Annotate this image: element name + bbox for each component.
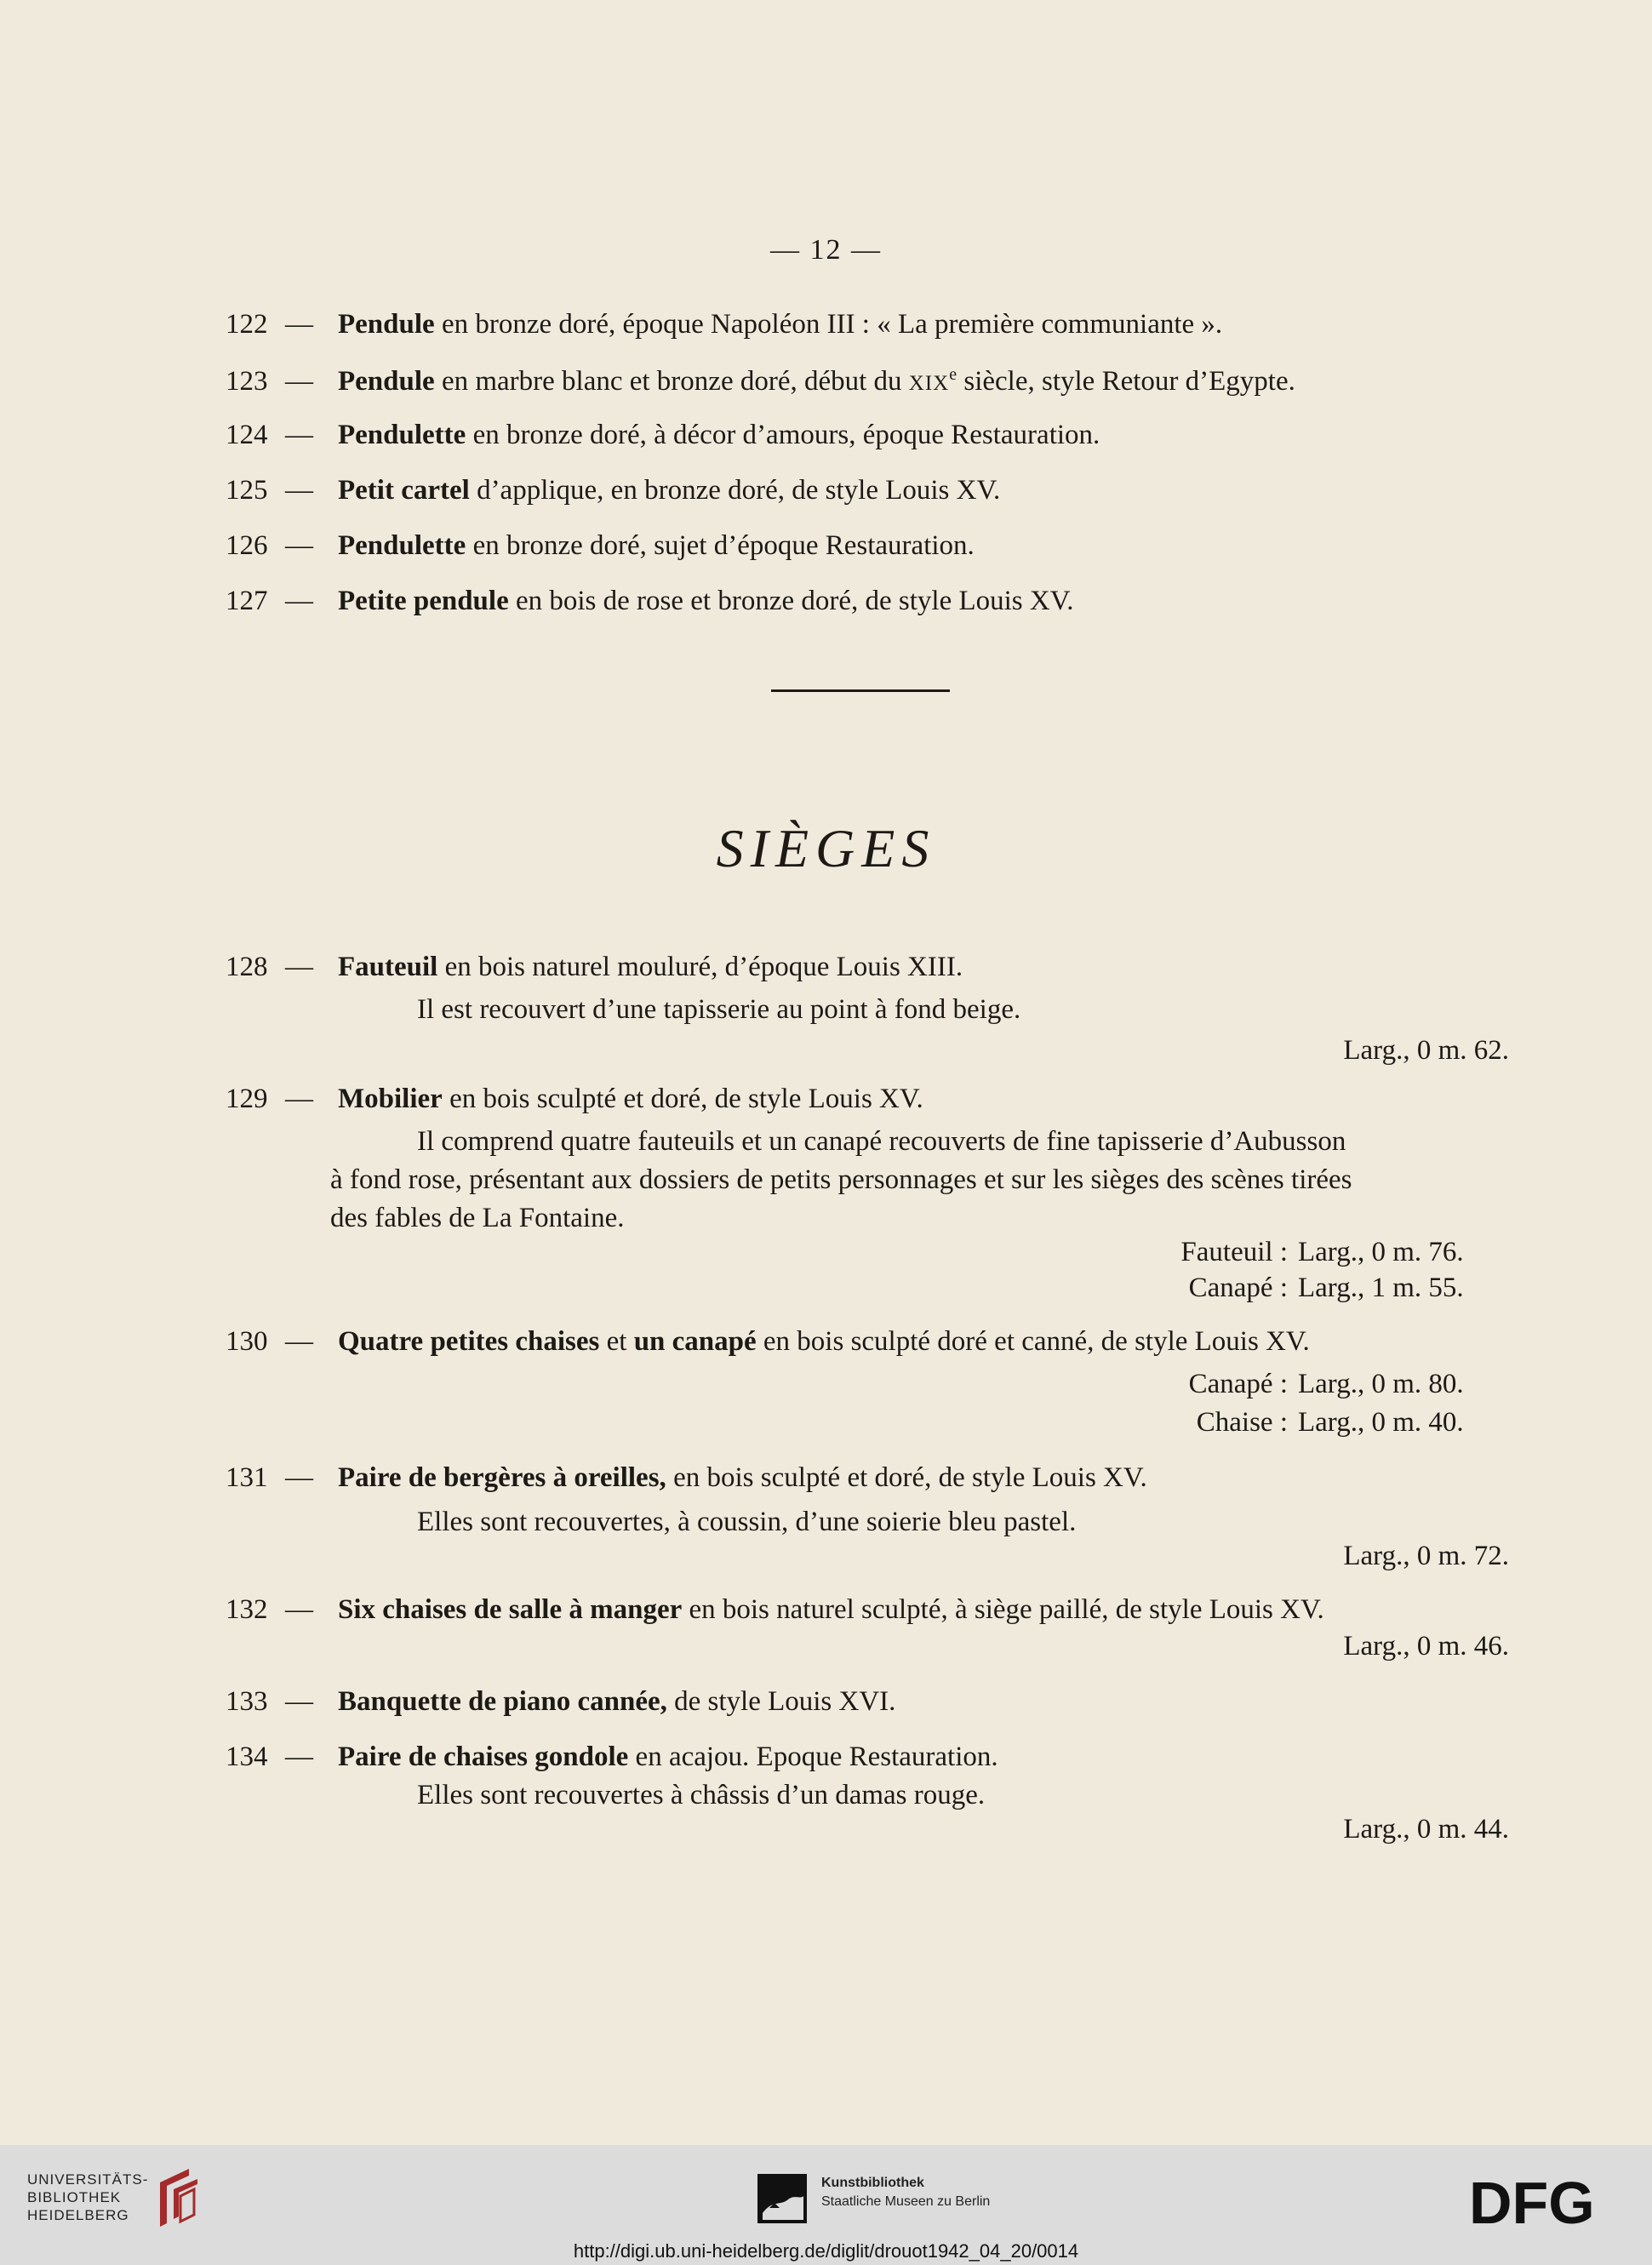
list-item: [226, 1328, 1310, 1356]
section-title: SIÈGES: [716, 818, 936, 878]
dimension-label: Chaise :: [1196, 1407, 1288, 1438]
entry-text-sup: e: [949, 365, 957, 384]
entry-text: en bois sculpté doré et canné, de style Louis XV.: [756, 1326, 1310, 1357]
entry-title: Pendulette: [338, 420, 466, 450]
entry-dash: —: [285, 420, 313, 450]
entry-dash: —: [285, 586, 313, 616]
entry-dash: —: [285, 1462, 313, 1493]
kb-label-line: Kunstbibliothek: [821, 2176, 924, 2190]
dimension-value: Larg., 0 m. 80.: [1298, 1369, 1464, 1399]
uni-heidelberg-logo-icon[interactable]: [155, 2165, 203, 2230]
list-item: [226, 1596, 1324, 1624]
entry-description: Il est recouvert d’une tapisserie au point à fond beige.: [417, 994, 1021, 1025]
list-item: [226, 953, 963, 981]
entry-number: 123: [226, 366, 268, 397]
list-item: [226, 421, 1100, 449]
footer-bar: [0, 2145, 1652, 2265]
list-item: [226, 1743, 998, 1771]
section-divider: [771, 689, 950, 692]
entry-number: 131: [226, 1462, 268, 1493]
entry-title: Quatre petites chaises: [338, 1326, 600, 1357]
entry-text: en bois naturel sculpté, à siège paillé, de style Louis XV.: [682, 1594, 1324, 1625]
entry-dimensions: [1180, 1238, 1509, 1267]
entry-text: en bois de rose et bronze doré, de style Louis XV.: [508, 586, 1074, 616]
entry-number: 125: [226, 475, 268, 506]
entry-text: siècle, style Retour d’Egypte.: [957, 366, 1295, 397]
entry-dimensions: Larg., 0 m. 46.: [1343, 1631, 1509, 1662]
entry-number: 122: [226, 309, 268, 340]
entry-dash: —: [285, 1326, 313, 1357]
entry-title: Six chaises de salle à manger: [338, 1594, 683, 1625]
uni-heidelberg-label[interactable]: [27, 2171, 148, 2224]
entry-dash: —: [285, 1594, 313, 1625]
entry-text: en bois sculpté et doré, de style Louis XV.: [666, 1462, 1147, 1493]
entry-number: 134: [226, 1742, 268, 1772]
entry-number: 126: [226, 530, 268, 561]
entry-title: Paire de bergères à oreilles,: [338, 1462, 666, 1493]
dimension-value: Larg., 0 m. 76.: [1298, 1237, 1464, 1267]
entry-dimensions: Larg., 0 m. 62.: [1343, 1035, 1509, 1066]
entry-number: 129: [226, 1084, 268, 1114]
entry-description: des fables de La Fontaine.: [330, 1203, 625, 1233]
list-item: [226, 587, 1074, 615]
entry-title: Banquette de piano cannée,: [338, 1686, 667, 1717]
entry-text: d’applique, en bronze doré, de style Louis XV.: [469, 475, 1001, 506]
entry-title: Mobilier: [338, 1084, 443, 1114]
kb-label-line: Staatliche Museen zu Berlin: [821, 2194, 991, 2209]
entry-title: Petite pendule: [338, 586, 509, 616]
entry-text: en bois sculpté et doré, de style Louis XV.: [442, 1084, 923, 1114]
entry-title: Fauteuil: [338, 952, 438, 982]
dimension-label: Canapé :: [1188, 1369, 1288, 1399]
entry-title: Pendule: [338, 366, 435, 397]
entry-text: en bois naturel mouluré, d’époque Louis XIII.: [437, 952, 963, 982]
kunstbibliothek-label[interactable]: [821, 2174, 990, 2211]
entry-description: Il comprend quatre fauteuils et un canapé recouverts de fine tapisserie d’Aubusson: [417, 1126, 1346, 1157]
entry-number: 130: [226, 1326, 268, 1357]
entry-dash: —: [285, 309, 313, 340]
entry-number: 124: [226, 420, 268, 450]
entry-text: en bronze doré, à décor d’amours, époque Restauration.: [466, 420, 1100, 450]
entry-text: en marbre blanc et bronze doré, début du: [434, 366, 909, 397]
entry-title: Pendule: [338, 309, 435, 340]
entry-title: Paire de chaises gondole: [338, 1742, 629, 1772]
entry-text: et: [599, 1326, 634, 1357]
entry-text: en bronze doré, sujet d’époque Restauration.: [466, 530, 975, 561]
entry-description: Elles sont recouvertes à châssis d’un damas rouge.: [417, 1780, 986, 1810]
dimension-value: Larg., 1 m. 55.: [1298, 1273, 1464, 1303]
entry-dash: —: [285, 1686, 313, 1717]
entry-number: 132: [226, 1594, 268, 1625]
entry-title: Pendulette: [338, 530, 466, 561]
dfg-logo-text: DFG: [1469, 2174, 1595, 2230]
entry-number: 128: [226, 952, 268, 982]
entry-text: en acajou. Epoque Restauration.: [628, 1742, 998, 1772]
entry-description: Elles sont recouvertes, à coussin, d’une soierie bleu pastel.: [417, 1507, 1077, 1537]
list-item: [226, 1464, 1147, 1492]
entry-dimensions: Larg., 0 m. 72.: [1343, 1541, 1509, 1571]
list-item: [226, 532, 975, 560]
entry-dash: —: [285, 952, 313, 982]
entry-description: à fond rose, présentant aux dossiers de petits personnages et sur les sièges des scènes tirées: [330, 1164, 1352, 1195]
entry-number: 127: [226, 586, 268, 616]
dfg-logo-icon[interactable]: [1469, 2174, 1626, 2230]
list-item: [226, 311, 1222, 339]
uni-label-line: BIBLIOTHEK: [27, 2189, 122, 2205]
uni-label-line: UNIVERSITÄTS-: [27, 2171, 149, 2188]
dimension-label: Canapé :: [1188, 1273, 1288, 1303]
entry-number: 133: [226, 1686, 268, 1717]
entry-text: de style Louis XVI.: [666, 1686, 896, 1717]
entry-dash: —: [285, 1742, 313, 1772]
entry-title: Petit cartel: [338, 475, 470, 506]
entry-dimensions: [1189, 1274, 1509, 1302]
dimension-label: Fauteuil :: [1180, 1237, 1288, 1267]
kunstbibliothek-logo-icon[interactable]: [757, 2174, 807, 2223]
page-number: — 12 —: [770, 234, 882, 266]
entry-dimensions: [1189, 1370, 1509, 1398]
entry-dash: —: [285, 530, 313, 561]
uni-label-line: HEIDELBERG: [27, 2207, 129, 2223]
entry-text-smallcaps: XIX: [908, 372, 950, 395]
list-item: [226, 1688, 895, 1716]
entry-dash: —: [285, 475, 313, 506]
entry-text: en bronze doré, époque Napoléon III : « La première communiante ».: [434, 309, 1223, 340]
entry-dimensions: Larg., 0 m. 44.: [1343, 1814, 1509, 1845]
dimension-value: Larg., 0 m. 40.: [1298, 1407, 1464, 1438]
entry-dimensions: [1197, 1409, 1509, 1437]
entry-dash: —: [285, 1084, 313, 1114]
entry-dash: —: [285, 366, 313, 397]
list-item: [226, 1085, 923, 1113]
list-item: [226, 366, 1295, 396]
entry-title: un canapé: [633, 1326, 757, 1357]
list-item: [226, 477, 1000, 505]
permalink-url[interactable]: http://digi.ub.uni-heidelberg.de/diglit/drouot1942_04_20/0014: [573, 2240, 1079, 2262]
